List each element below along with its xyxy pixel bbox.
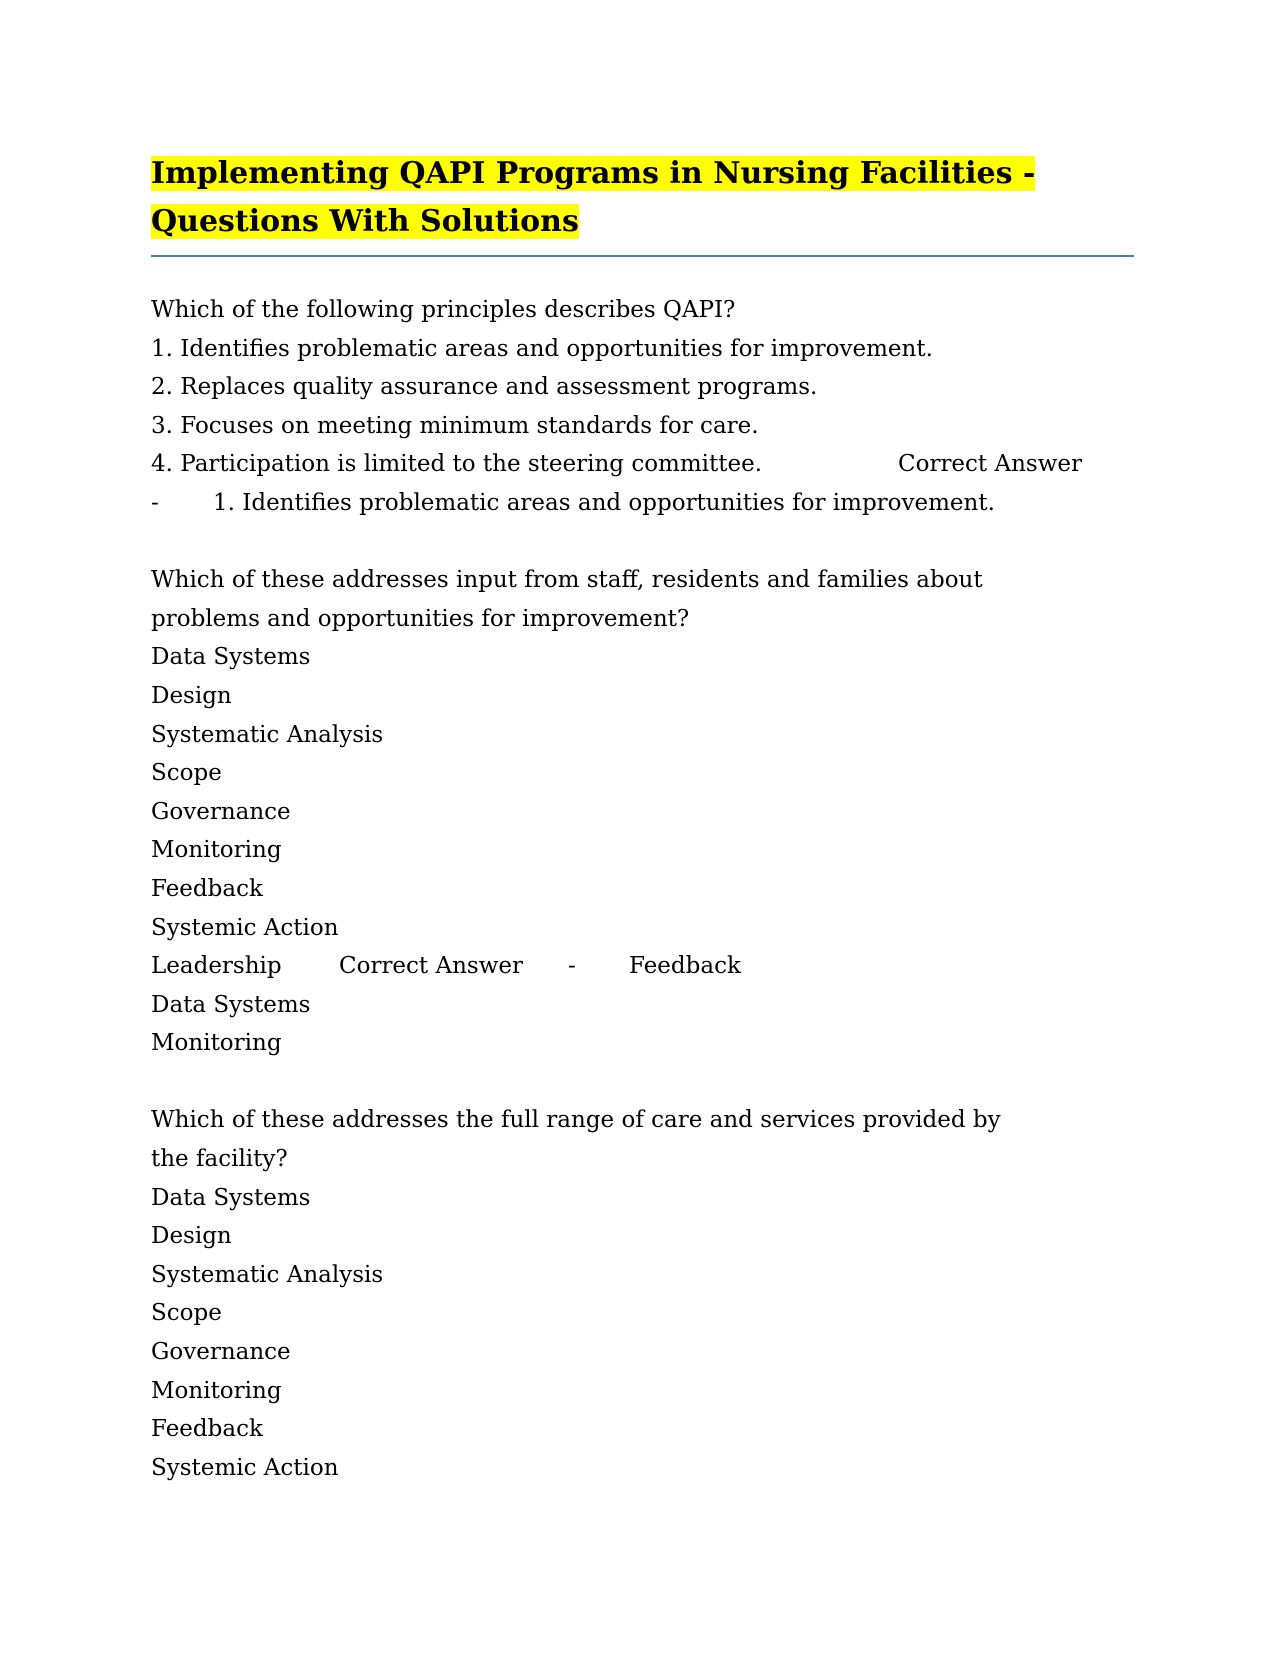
- option: Scope: [151, 1300, 222, 1327]
- option: Governance: [151, 1339, 291, 1366]
- document-body: [151, 291, 1141, 1487]
- answer-dash: -: [151, 489, 159, 516]
- option: Monitoring: [151, 837, 282, 864]
- option-with-answer: [151, 947, 1141, 986]
- question-1: Which of the following principles describes QAPI?: [151, 297, 736, 323]
- option: Feedback: [151, 1416, 263, 1443]
- option: Monitoring: [151, 1377, 282, 1404]
- title-divider: [151, 255, 1134, 257]
- answer-text: Monitoring: [151, 1030, 282, 1057]
- answer-label: Correct Answer: [898, 451, 1082, 478]
- answer-text: Data Systems: [151, 991, 311, 1018]
- answer-dash: -: [568, 953, 576, 980]
- option: Leadership: [151, 953, 282, 980]
- question-2: Which of these addresses input from staff, residents and families about: [151, 567, 983, 594]
- option: Systemic Action: [151, 1454, 339, 1481]
- answer-line: [151, 484, 1141, 523]
- answer-text: Feedback: [629, 953, 741, 980]
- option: Systematic Analysis: [151, 721, 384, 748]
- option: 3. Focuses on meeting minimum standards for care.: [151, 412, 759, 439]
- answer-text: 1. Identifies problematic areas and opportunities for improvement.: [213, 489, 995, 516]
- question-3-cont: the facility?: [151, 1146, 288, 1173]
- option: Data Systems: [151, 644, 311, 671]
- option: Data Systems: [151, 1184, 311, 1211]
- question-3: Which of these addresses the full range of care and services provided by: [151, 1107, 1001, 1134]
- answer-label: Correct Answer: [339, 953, 523, 980]
- option: Systematic Analysis: [151, 1261, 384, 1288]
- option: 2. Replaces quality assurance and assessment programs.: [151, 374, 818, 401]
- question-2-cont: problems and opportunities for improvement?: [151, 605, 690, 632]
- option: 4. Participation is limited to the steering committee.: [151, 451, 763, 478]
- option: Feedback: [151, 875, 263, 902]
- option: Design: [151, 682, 232, 709]
- option: Systemic Action: [151, 914, 339, 941]
- option-with-answer-label: [151, 445, 1141, 484]
- option: 1. Identifies problematic areas and opportunities for improvement.: [151, 335, 933, 362]
- option: Scope: [151, 760, 222, 787]
- option: Governance: [151, 798, 291, 825]
- document-title: Implementing QAPI Programs in Nursing Facilities - Questions With Solutions: [151, 156, 1036, 239]
- option: Design: [151, 1223, 232, 1250]
